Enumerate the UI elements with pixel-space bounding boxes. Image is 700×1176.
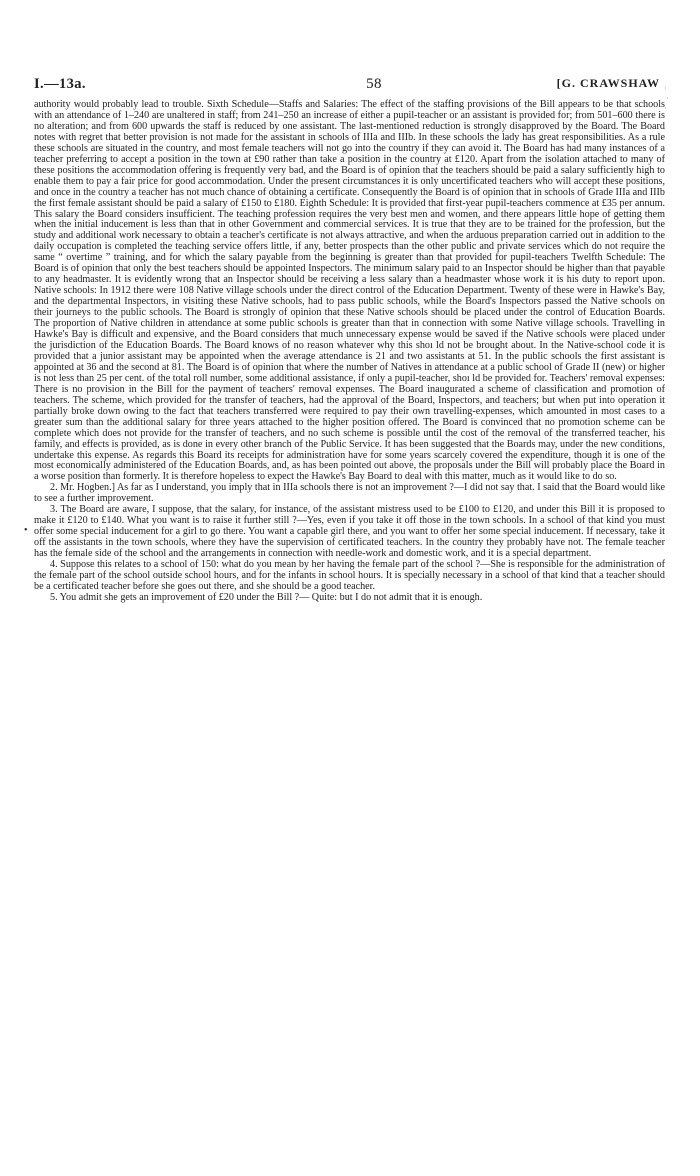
- question-answer: 4. Suppose this relates to a school of 150: what do you mean by her having the female part of the school ?—She is responsible for the administration of the female part of the school outside school hours, and for the infants in school hours. It is specially necessary in a school of that kind that a teacher should be a certificated teacher before she goes out there, and she should be a good teacher.: [34, 559, 665, 592]
- question-answer: 3. The Board are aware, I suppose, that the salary, for instance, of the assistant mistress used to be £100 to £120, and under this Bill it is proposed to make it £120 to £140. What you want is to raise it further still ?—Yes, even if you take it off those in the town schools. In a school of that kind you must offer some special inducement for a girl to go there. You want a capable girl there, and you want to offer her some special inducement. If necessary, take it off the assistants in the town schools, where they have the supervision of certificated teachers. In the country they probably have not. The female teacher has the female side of the school and the arrangements in connection with needle-work and domestic work, and it is a special department.: [34, 504, 665, 560]
- margin-bullet: •: [24, 525, 28, 536]
- document-reference: I.—13a.: [34, 76, 86, 92]
- page-header: [34, 76, 660, 96]
- question-answer: 5. You admit she gets an improvement of £20 under the Bill ?— Quite: but I do not admit that it is enough.: [50, 591, 483, 603]
- paragraph: authority would probably lead to trouble. Sixth Schedule—Staffs and Salaries: The effect of the staffing provisions of the Bill appears to be that schools with an attendance of 1–240 are unaltered in staff; from 241–250 an increase of either a pupil-teacher or an assistant is provided for; from 501–600 there is no alteration; and from 600 upwards the staff is reduced by one assistant. The last-mentioned reduction is strongly disapproved by the Board. The Board notes with regret that better provision is not made for the assistant in schools of IIIa and IIIb. In these schools the lady has great responsibilities. As a rule these schools are situated in the country, and most female teachers will not go into the country if they can avoid it. The Board has had many instances of a teacher preferring to accept a position in the town at £90 rather than take a position in the country at £120. Apart from the isolation attached to many of these positions the accommodation offering is frequently very bad, and the Board is of opinion that the teachers should be paid a salary sufficiently high to enable them to pay a fair price for good accommodation. Under the present circumstances it is only uncertificated teachers who will accept these positions, and once in the country a teacher has not much chance of obtaining a certificate. Consequently the Board is of opinion that in schools of Grade IIIa and IIIb the first female assistant should be paid a salary of £150 to £180. Eighth Schedule: It is provided that first-year pupil-teachers commence at £35 per annum. This salary the Board considers insufficient. The teaching profession requires the very best men and women, and there appears little hope of getting them when the initial inducement is less than that in other Government and commercial services. It is true that they are to be trained for the profession, but the study and additional work necessary to obtain a teacher's certificate is not always attractive, and when the arduous preparation carried out in addition to the daily occupation is completed the teaching service offers little, if any, better prospects than the other public and private services which do not require the same “ overtime ” training, and for which the salary payable from the beginning is greater than that provided for pupil-teachers Twelfth Schedule: The Board is of opinion that only the best teachers should be appointed Inspectors. The minimum salary paid to an Inspector should be higher than that payable to any headmaster. It is evidently wrong that an Inspector should be receiving a less salary than a headmaster whose work it is his duty to report upon. Native schools: In 1912 there were 108 Native village schools under the direct control of the Education Department. Twenty of these were in Hawke's Bay, and the departmental Inspectors, in visiting these Native schools, had to pass public schools, while the Board's Inspectors passed the Native schools on their journeys to the public schools. The Board is strongly of opinion that these Native schools should be placed under the control of Education Boards. The proportion of Native children in attendance at some public schools is greater than that in connection with some Native village schools. Travelling in Hawke's Bay is difficult and expensive, and the Board considers that much unnecessary expense would be saved if the Native schools were placed under the jurisdiction of the Education Boards. The Board knows of no reason whatever why this shoı ld not be brought about. In the Native-school code it is provided that a junior assistant may be appointed when the average attendance is 21 and two assistants at 51. In the public schools the first assistant is appointed at 36 and the second at 81. The Board is of opinion that where the number of Natives in attendance at a public school of Grade II (new) or higher is not less than 25 per cent. of the total roll number, some additional assistance, if only a pupil-teacher, shoı ld be provided for. Teachers' removal expenses: There is no provision in the Bill for the payment of teachers' removal expenses. The Board inaugurated a scheme of classification and promotion of teachers. The scheme, which provided for the transfer of teachers, had the approval of the Board, Inspectors, and teachers; but when put into operation it partially broke down owing to the fact that teachers transferred were required to pay their own travelling-expenses, which amounted in most cases to a greater sum than the additional salary for three years attached to the higher position offered. The Board is convinced that no promotion scheme can be complete which does not provide for the transfer of teachers, and no such scheme is possible until the cost of the removal of the transferred teacher, his family, and effects is provided, as is done in every other branch of the Public Service. It has been suggested that the Boards may, under the new conditions, undertake this expense. As regards this Board its receipts for administration have for some years scarcely covered the expenditure, though it is one of the most economically administered of the Education Boards, and, as has been pointed out above, the proposals under the Bill will probably place the Board in a worse position than formerly. It is therefore hopeless to expect the Hawke's Bay Board to deal with this matter, much as it would like to do so.: [34, 99, 665, 483]
- question-answer: 2. Mr. Hogben.] As far as I understand, you imply that in IIIa schools there is not an improvement ?—I did not say that. I said that the Board would like to see a further improvement.: [34, 482, 665, 505]
- page-number: 58: [366, 76, 382, 92]
- witness-name: [G. CRAWSHAW: [556, 76, 660, 90]
- margin-marks: · · ·: [664, 84, 669, 113]
- body-text: [34, 100, 665, 604]
